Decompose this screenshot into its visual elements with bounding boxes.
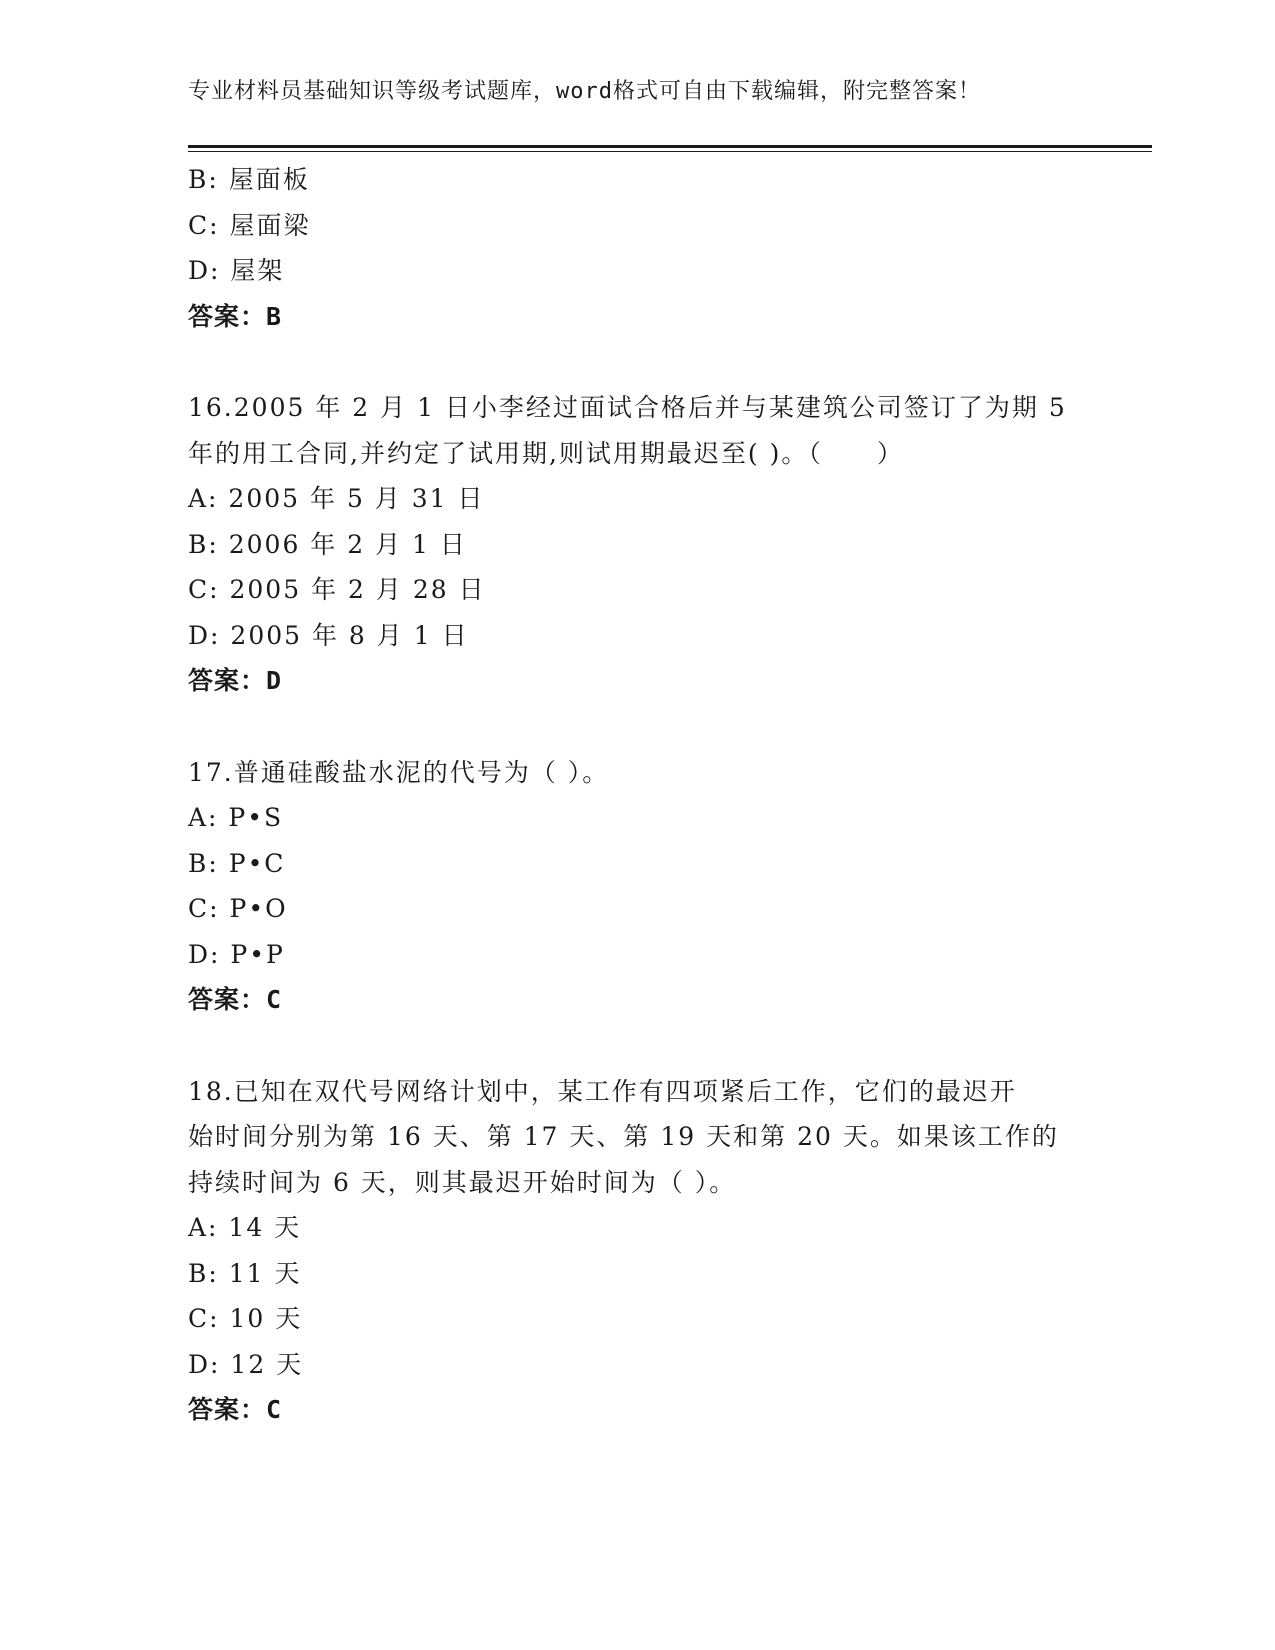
- question-18: [188, 1069, 1088, 1433]
- spacer: [188, 1023, 1088, 1069]
- question-stem-line: 17.普通硅酸盐水泥的代号为（ ）。: [188, 757, 610, 787]
- option-c: C: P•O: [188, 894, 288, 923]
- question-stem-line: 18.已知在双代号网络计划中，某工作有四项紧后工作，它们的最迟开: [188, 1076, 1017, 1106]
- answer: 答案：D: [188, 666, 283, 695]
- question-15-continued: [188, 157, 1088, 339]
- answer: 答案：B: [188, 301, 283, 331]
- header-rule-thick: [188, 145, 1152, 148]
- option-c: C: 屋面梁: [188, 210, 311, 240]
- option-d: D: 12 天: [188, 1349, 304, 1379]
- option-c: C: 10 天: [188, 1304, 303, 1333]
- spacer: [188, 339, 1088, 385]
- option-c: C: 2005 年 2 月 28 日: [188, 575, 486, 604]
- option-d: D: 屋架: [188, 256, 285, 285]
- header-rule-thin: [188, 151, 1152, 152]
- spacer: [188, 704, 1088, 750]
- option-b: B: 2006 年 2 月 1 日: [188, 529, 467, 559]
- question-stem-line: 持续时间为 6 天，则其最迟开始时间为（ ）。: [188, 1167, 737, 1197]
- question-17: [188, 750, 1088, 1023]
- option-b: B: P•C: [188, 848, 286, 878]
- answer: 答案：C: [188, 985, 283, 1014]
- question-stem-line: 年的用工合同,并约定了试用期,则试用期最迟至( )。（ ）: [188, 438, 904, 468]
- option-b: B: 11 天: [188, 1258, 302, 1288]
- option-a: A: 2005 年 5 月 31 日: [188, 484, 485, 513]
- option-a: A: P•S: [188, 803, 284, 832]
- answer: 答案：C: [188, 1395, 283, 1424]
- question-stem-line: 始时间分别为第 16 天、第 17 天、第 19 天和第 20 天。如果该工作的: [188, 1122, 1059, 1151]
- option-d: D: P•P: [188, 939, 285, 969]
- page-header: 专业材料员基础知识等级考试题库，word格式可自由下载编辑，附完整答案！: [188, 79, 981, 104]
- option-b: B: 屋面板: [188, 165, 310, 194]
- option-d: D: 2005 年 8 月 1 日: [188, 620, 469, 650]
- option-a: A: 14 天: [188, 1213, 302, 1242]
- question-list: [188, 157, 1088, 1433]
- question-stem-line: 16.2005 年 2 月 1 日小李经过面试合格后并与某建筑公司签订了为期 5: [188, 393, 1067, 422]
- question-16: [188, 385, 1088, 704]
